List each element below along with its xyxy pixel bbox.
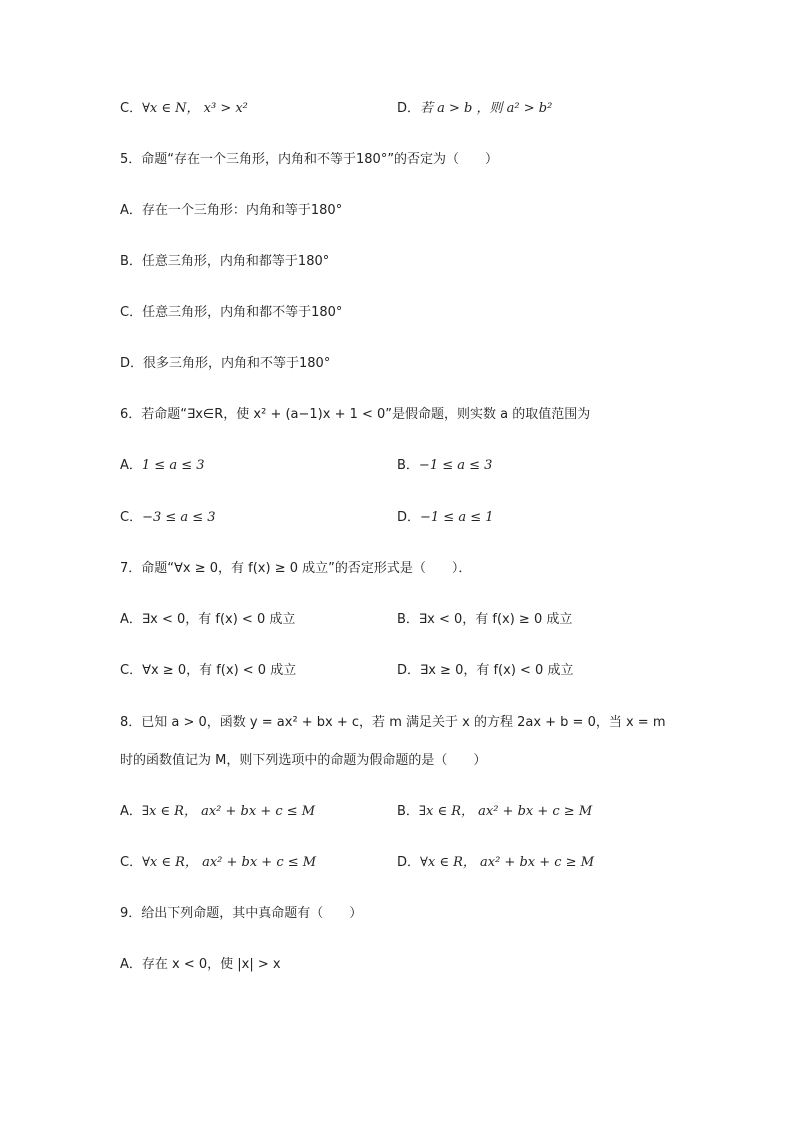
q6-option-c: C．−3 ≤ a ≤ 3 [120, 510, 216, 525]
q5-option-d: D．很多三角形，内角和不等于180° [120, 356, 331, 371]
q8-stem-line-2: 时的函数值记为 M，则下列选项中的命题为假命题的是（ ） [120, 753, 487, 768]
q8-option-a: A．∃x ∈ R， ax² + bx + c ≤ M [120, 804, 316, 819]
q7-option-b: B．∃x < 0，有 f(x) ≥ 0 成立 [397, 612, 573, 627]
q6-stem: 6．若命题“∃x∈R，使 x² + (a−1)x + 1 < 0”是假命题，则实数 a 的取值范围为 [120, 407, 591, 422]
q8-option-b: B．∃x ∈ R， ax² + bx + c ≥ M [397, 804, 593, 819]
q8-option-c: C．∀x ∈ R， ax² + bx + c ≤ M [120, 855, 317, 870]
q4-option-d: D．若 a > b ，则 a² > b² [397, 101, 553, 116]
q6-option-b: B．−1 ≤ a ≤ 3 [397, 458, 493, 473]
q5-stem: 5．命题“存在一个三角形，内角和不等于180°”的否定为（ ） [120, 152, 499, 167]
q9-option-a: A．存在 x < 0，使 |x| > x [120, 957, 281, 972]
q8-option-d: D．∀x ∈ R， ax² + bx + c ≥ M [397, 855, 595, 870]
q4-option-c: C．∀x ∈ N， x³ > x² [120, 101, 248, 116]
q5-option-c: C．任意三角形，内角和都不等于180° [120, 305, 343, 320]
q7-option-d: D．∃x ≥ 0，有 f(x) < 0 成立 [397, 663, 574, 678]
q7-stem: 7．命题“∀x ≥ 0，有 f(x) ≥ 0 成立”的否定形式是（ ）． [120, 561, 472, 576]
q8-stem-line-1: 8．已知 a > 0，函数 y = ax² + bx + c，若 m 满足关于 x 的方程 2ax + b = 0，当 x = m [120, 715, 666, 730]
q6-option-d: D．−1 ≤ a ≤ 1 [397, 510, 494, 525]
q7-option-c: C．∀x ≥ 0，有 f(x) < 0 成立 [120, 663, 297, 678]
q5-option-b: B．任意三角形，内角和都等于180° [120, 254, 330, 269]
q6-option-a: A．1 ≤ a ≤ 3 [120, 458, 205, 473]
q7-option-a: A．∃x < 0，有 f(x) < 0 成立 [120, 612, 296, 627]
q5-option-a: A．存在一个三角形：内角和等于180° [120, 203, 343, 218]
q9-stem: 9．给出下列命题，其中真命题有（ ） [120, 906, 363, 921]
